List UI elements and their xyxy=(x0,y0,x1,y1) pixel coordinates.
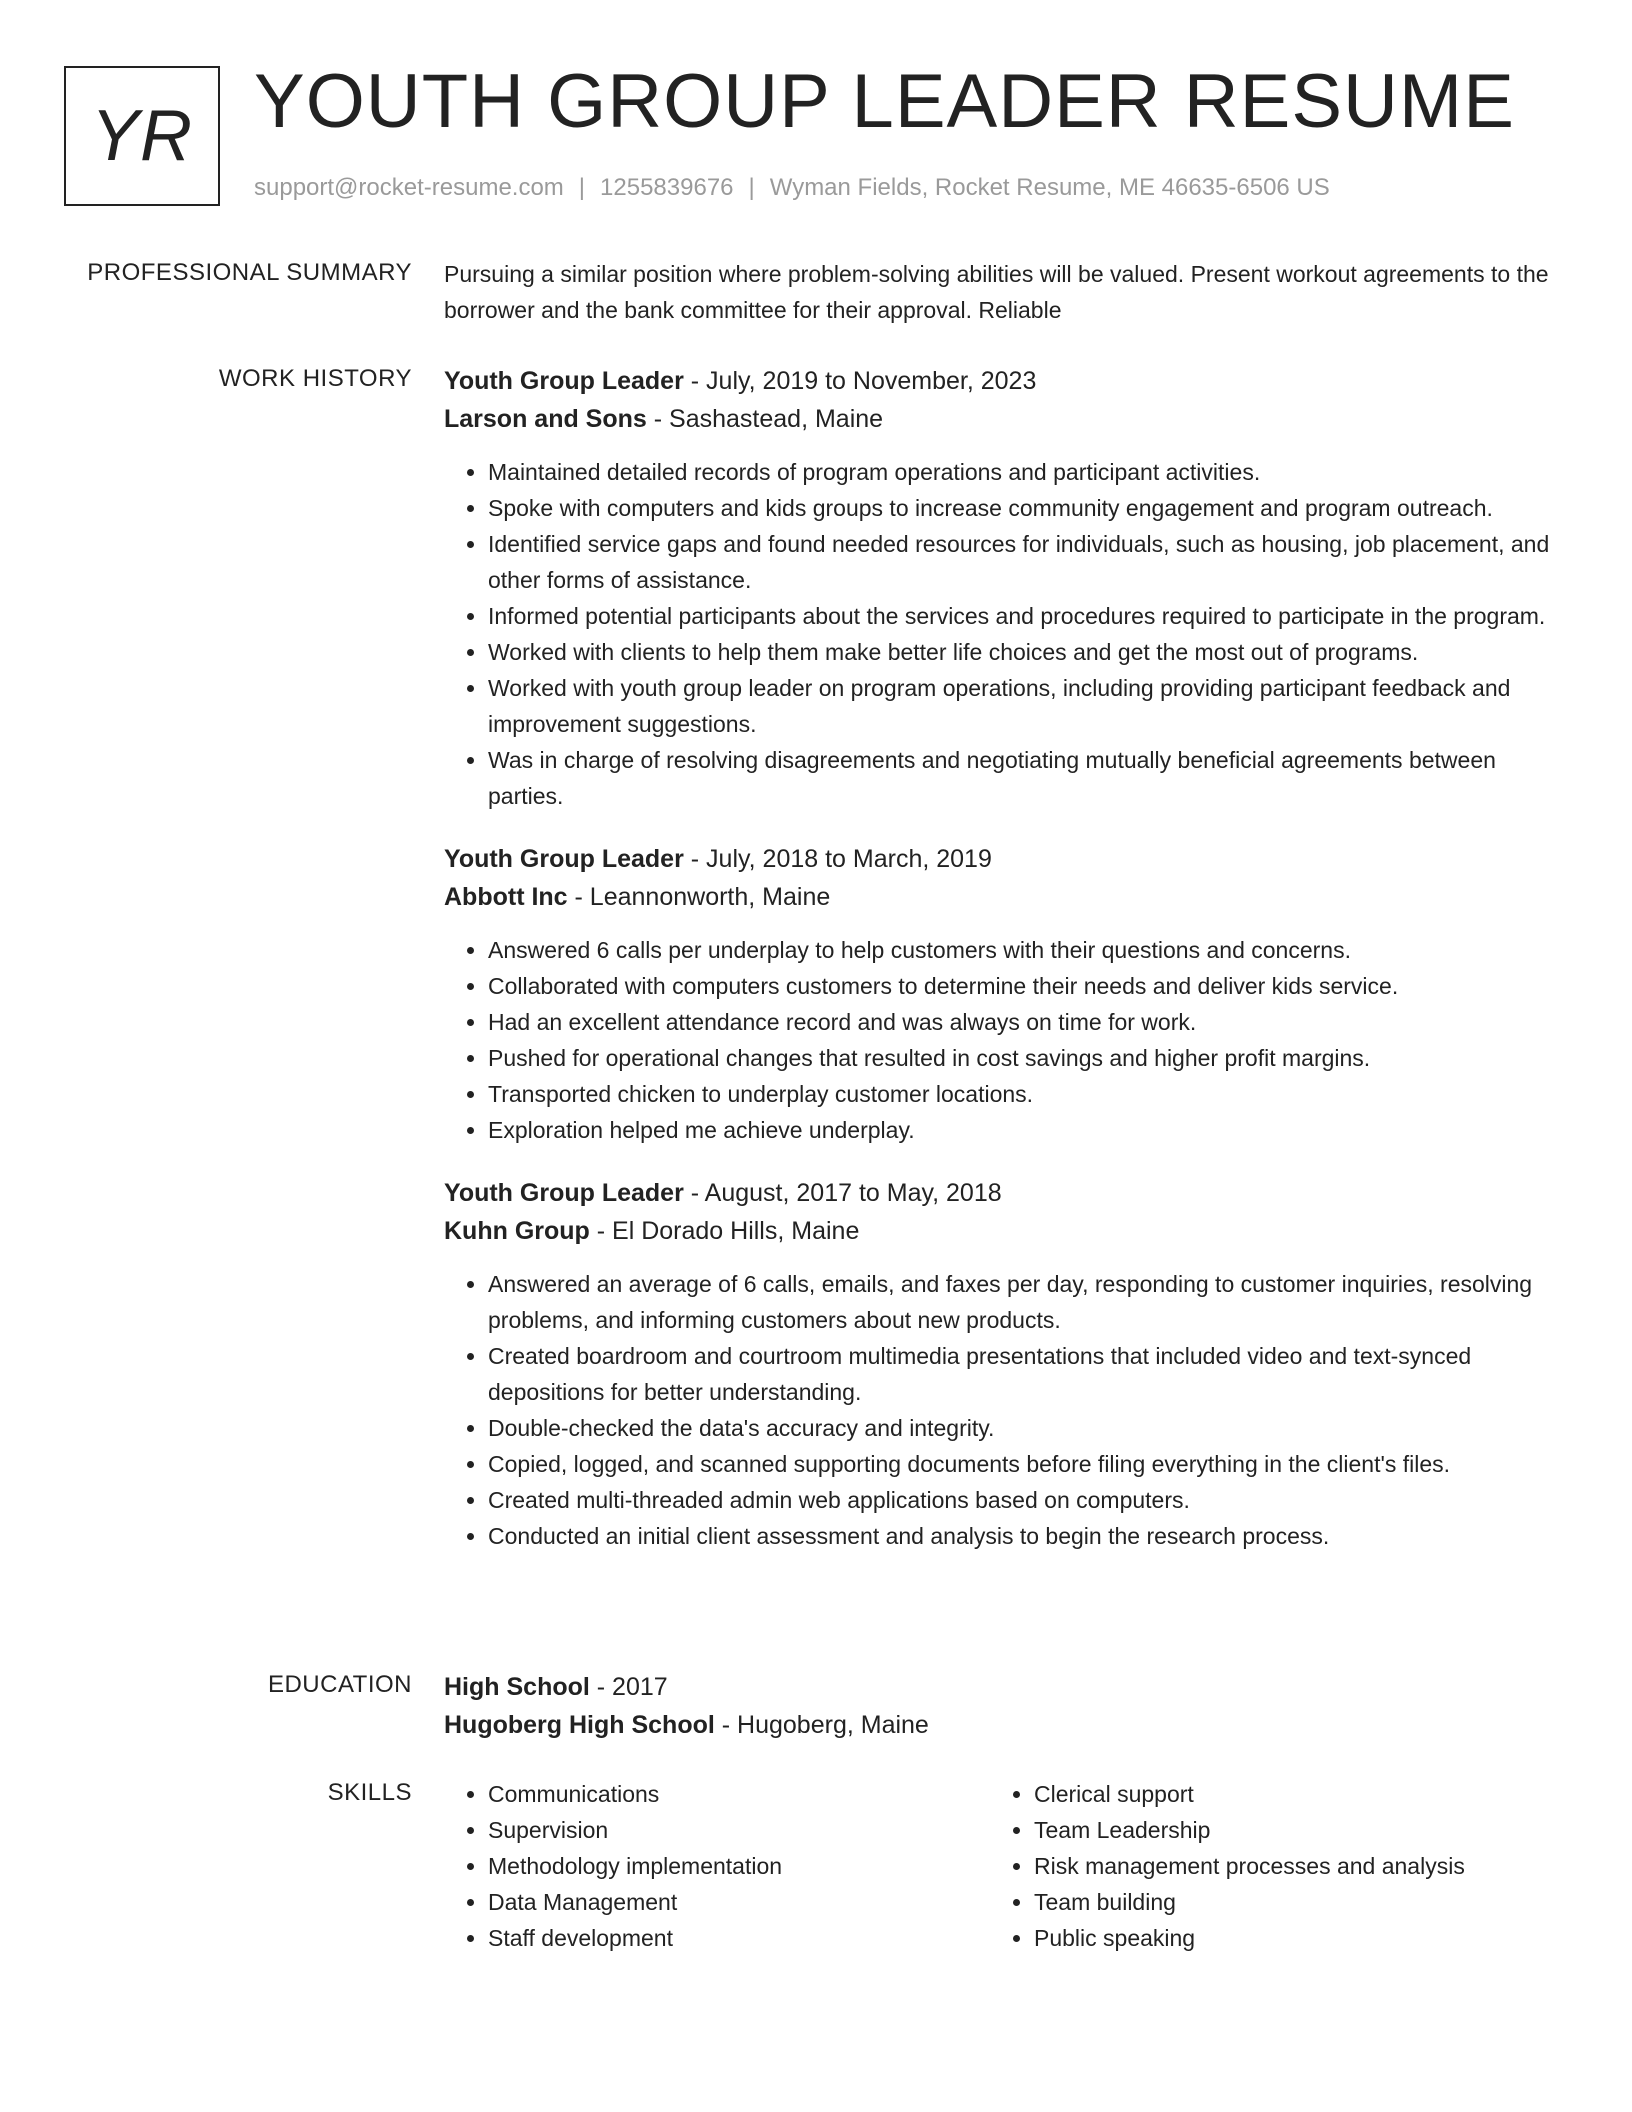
contact-separator: | xyxy=(748,174,755,201)
job-dates: - August, 2017 to May, 2018 xyxy=(683,1179,1002,1207)
skill-item: • Team Leadership xyxy=(1034,1812,1534,1848)
job-bullets xyxy=(444,932,1564,1148)
job-bullet: • Worked with youth group leader on program operations, including providing participant feedback and improvement suggestions. xyxy=(488,670,1564,742)
job-title-line xyxy=(444,1174,1564,1212)
job-location: - Leannonworth, Maine xyxy=(567,883,831,911)
skill-item: • Communications xyxy=(488,1776,988,1812)
job-bullet: • Exploration helped me achieve underplay. xyxy=(488,1112,1564,1148)
job-entry xyxy=(444,362,1564,814)
job-bullets xyxy=(444,1266,1564,1554)
contact-separator: | xyxy=(578,174,586,201)
job-dates: - July, 2018 to March, 2019 xyxy=(683,845,992,873)
skill-item: • Staff development xyxy=(488,1920,988,1956)
skill-item: • Risk management processes and analysis xyxy=(1034,1848,1534,1884)
job-bullet: • Answered 6 calls per underplay to help customers with their questions and concerns. xyxy=(488,932,1564,968)
job-bullet: • Spoke with computers and kids groups to increase community engagement and program outreach. xyxy=(488,490,1564,526)
skill-item: • Clerical support xyxy=(1034,1776,1534,1812)
education-year: - 2017 xyxy=(589,1673,668,1701)
job-company-line xyxy=(444,1212,1564,1250)
job-bullets xyxy=(444,454,1564,814)
education-label: EDUCATION xyxy=(267,1671,412,1698)
job-title-line xyxy=(444,362,1564,400)
job-bullet: • Was in charge of resolving disagreements and negotiating mutually beneficial agreements between parties. xyxy=(488,742,1564,814)
education-location: - Hugoberg, Maine xyxy=(714,1711,929,1739)
job-company: Kuhn Group xyxy=(444,1217,590,1245)
monogram-box: YR xyxy=(64,66,220,206)
job-bullet: • Transported chicken to underplay customer locations. xyxy=(488,1076,1564,1112)
skills-list-right xyxy=(990,1776,1534,1956)
job-bullet: • Created multi-threaded admin web applications based on computers. xyxy=(488,1482,1564,1518)
skills-label: SKILLS xyxy=(327,1779,412,1806)
job-bullet: • Answered an average of 6 calls, emails, and faxes per day, responding to customer inquiries, resolving problems, and informing customers about new products. xyxy=(488,1266,1564,1338)
education-degree-line xyxy=(444,1668,1564,1706)
summary-body xyxy=(444,256,1564,328)
job-location: - El Dorado Hills, Maine xyxy=(589,1217,860,1245)
skills-list-left xyxy=(444,1776,988,1956)
job-bullet: • Created boardroom and courtroom multimedia presentations that included video and text-synced depositions for better understanding. xyxy=(488,1338,1564,1410)
job-dates: - July, 2019 to November, 2023 xyxy=(683,367,1037,395)
job-title: Youth Group Leader xyxy=(444,845,684,873)
education-degree: High School xyxy=(444,1673,590,1701)
job-bullet: • Identified service gaps and found needed resources for individuals, such as housing, job placement, and other forms of assistance. xyxy=(488,526,1564,598)
skills-columns xyxy=(444,1776,1564,1956)
resume-title: YOUTH GROUP LEADER RESUME xyxy=(254,59,1515,144)
job-title-line xyxy=(444,840,1564,878)
education-school-line xyxy=(444,1706,1564,1744)
summary-label: PROFESSIONAL SUMMARY xyxy=(87,259,412,286)
work-history-body xyxy=(444,362,1564,1580)
skill-item: • Data Management xyxy=(488,1884,988,1920)
job-bullet: • Worked with clients to help them make better life choices and get the most out of programs. xyxy=(488,634,1564,670)
skill-item: • Supervision xyxy=(488,1812,988,1848)
job-company: Larson and Sons xyxy=(444,405,647,433)
job-company-line xyxy=(444,400,1564,438)
contact-line xyxy=(254,172,1330,204)
education-school: Hugoberg High School xyxy=(444,1711,715,1739)
job-entry xyxy=(444,1174,1564,1554)
summary-text: Pursuing a similar position where problem-solving abilities will be valued. Present workout agreements to the borrower and the bank committee for their approval. Reliable xyxy=(444,261,1549,323)
job-bullet: • Had an excellent attendance record and was always on time for work. xyxy=(488,1004,1564,1040)
job-bullet: • Pushed for operational changes that resulted in cost savings and higher profit margins. xyxy=(488,1040,1564,1076)
skill-item: • Methodology implementation xyxy=(488,1848,988,1884)
contact-phone: 1255839676 xyxy=(600,174,734,201)
contact-email: support@rocket-resume.com xyxy=(254,174,564,201)
job-bullet: • Double-checked the data's accuracy and integrity. xyxy=(488,1410,1564,1446)
skill-item: • Public speaking xyxy=(1034,1920,1534,1956)
job-company: Abbott Inc xyxy=(444,883,568,911)
contact-address: Wyman Fields, Rocket Resume, ME 46635-6506 US xyxy=(769,174,1330,201)
job-bullet: • Conducted an initial client assessment and analysis to begin the research process. xyxy=(488,1518,1564,1554)
job-title: Youth Group Leader xyxy=(444,367,684,395)
job-entry xyxy=(444,840,1564,1148)
work-history-label: WORK HISTORY xyxy=(218,365,412,392)
job-title: Youth Group Leader xyxy=(444,1179,684,1207)
job-location: - Sashastead, Maine xyxy=(646,405,884,433)
education-body xyxy=(444,1668,1564,1744)
job-bullet: • Collaborated with computers customers to determine their needs and deliver kids service. xyxy=(488,968,1564,1004)
skills-body xyxy=(444,1776,1564,1956)
job-bullet: • Maintained detailed records of program operations and participant activities. xyxy=(488,454,1564,490)
job-company-line xyxy=(444,878,1564,916)
skill-item: • Team building xyxy=(1034,1884,1534,1920)
job-bullet: • Informed potential participants about the services and procedures required to participate in the program. xyxy=(488,598,1564,634)
job-bullet: • Copied, logged, and scanned supporting documents before filing everything in the client's files. xyxy=(488,1446,1564,1482)
